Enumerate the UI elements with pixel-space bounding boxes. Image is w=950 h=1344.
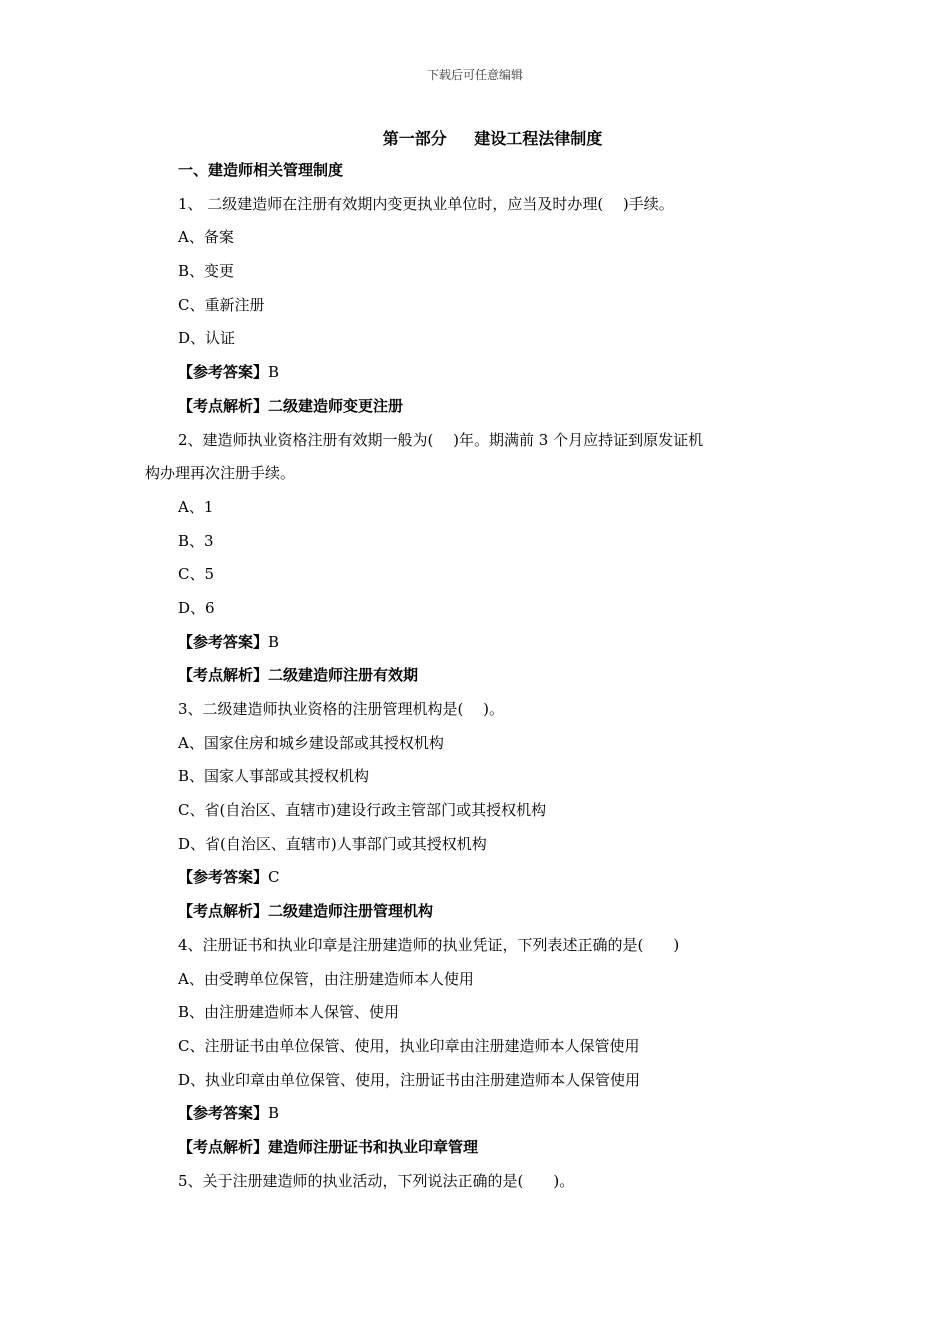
question-2-option-b: B、3 <box>178 531 214 550</box>
question-3-option-d: D、省(自治区、直辖市)人事部门或其授权机构 <box>178 834 487 853</box>
question-1-analysis: 【考点解析】二级建造师变更注册 <box>178 396 404 415</box>
question-1-option-c: C、重新注册 <box>178 295 265 314</box>
page-title: 第一部分 建设工程法律制度 <box>382 129 603 148</box>
question-1-option-d: D、认证 <box>178 329 236 348</box>
answer-value: B <box>268 363 280 382</box>
question-2-stem-continued: 构办理再次注册手续。 <box>145 464 296 483</box>
section-heading: 一、建造师相关管理制度 <box>178 161 344 179</box>
question-1-option-b: B、变更 <box>178 262 235 281</box>
question-2-stem: 2、建造师执业资格注册有效期一般为( )年。期满前 3 个月应持证到原发证机 <box>178 430 704 449</box>
question-2-option-a: A、1 <box>178 497 214 516</box>
question-1-answer <box>145 356 815 390</box>
question-3-option-c: C、省(自治区、直辖市)建设行政主管部门或其授权机构 <box>178 801 547 820</box>
question-1-option-a: A、备案 <box>178 228 234 247</box>
question-4-stem: 4、注册证书和执业印章是注册建造师的执业凭证，下列表述正确的是( ) <box>178 935 680 954</box>
question-3-option-a: A、国家住房和城乡建设部或其授权机构 <box>178 733 444 752</box>
answer-value: B <box>268 1104 280 1123</box>
answer-label: 【参考答案】 <box>178 632 269 651</box>
question-2-answer <box>145 626 815 660</box>
header-note: 下载后可任意编辑 <box>426 68 523 82</box>
answer-label: 【参考答案】 <box>178 1104 269 1123</box>
question-2-analysis: 【考点解析】二级建造师注册有效期 <box>178 666 419 685</box>
question-3-analysis: 【考点解析】二级建造师注册管理机构 <box>178 902 434 921</box>
question-2-option-c: C、5 <box>178 565 215 584</box>
question-4-answer <box>145 1097 815 1131</box>
document-body <box>145 154 815 1198</box>
answer-value: B <box>268 632 280 651</box>
question-5-stem: 5、关于注册建造师的执业活动，下列说法正确的是( )。 <box>178 1171 575 1190</box>
question-4-option-b: B、由注册建造师本人保管、使用 <box>178 1003 400 1022</box>
question-3-stem: 3、二级建造师执业资格的注册管理机构是( )。 <box>178 700 505 718</box>
answer-label: 【参考答案】 <box>178 363 269 382</box>
question-3-option-b: B、国家人事部或其授权机构 <box>178 767 370 786</box>
answer-label: 【参考答案】 <box>178 868 269 887</box>
question-2-option-d: D、6 <box>178 598 215 617</box>
question-4-option-c: C、注册证书由单位保管、使用，执业印章由注册建造师本人保管使用 <box>178 1036 640 1055</box>
question-3-answer <box>145 861 815 895</box>
question-4-option-a: A、由受聘单位保管，由注册建造师本人使用 <box>178 969 474 988</box>
answer-value: C <box>268 868 280 887</box>
question-4-analysis: 【考点解析】建造师注册证书和执业印章管理 <box>178 1137 479 1156</box>
question-1-stem: 1、 二级建造师在注册有效期内变更执业单位时，应当及时办理( )手续。 <box>178 194 674 213</box>
question-4-option-d: D、执业印章由单位保管、使用，注册证书由注册建造师本人保管使用 <box>178 1070 641 1089</box>
